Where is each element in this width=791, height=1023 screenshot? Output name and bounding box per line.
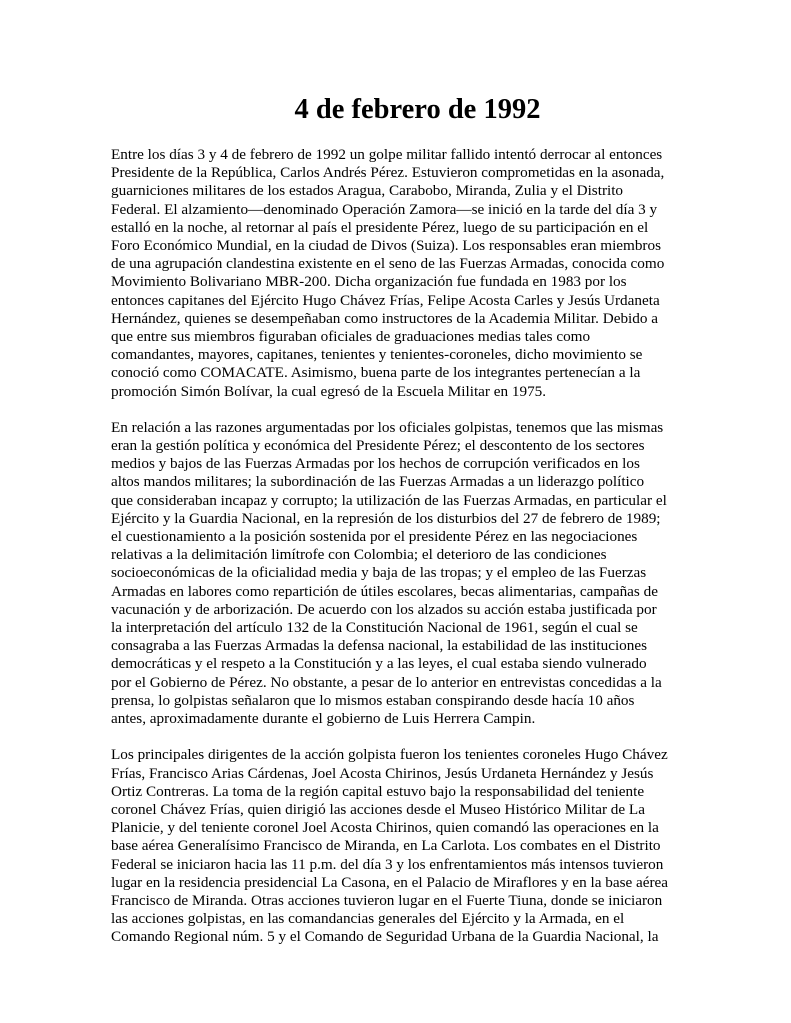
text-line: guarniciones militares de los estados Aragua, Carabobo, Miranda, Zulia y el Distrito <box>111 182 624 200</box>
text-line: En relación a las razones argumentadas por los oficiales golpistas, tenemos que las mismas <box>111 418 664 436</box>
text-line: por el Gobierno de Pérez. No obstante, a pesar de lo anterior en entrevistas concedidas a la <box>111 673 662 691</box>
text-line: el cuestionamiento a la posición sostenida por el presidente Pérez en las negociaciones <box>111 528 638 546</box>
text-line: Ejército y la Guardia Nacional, en la represión de los disturbios del 27 de febrero de 1989; <box>111 509 661 527</box>
text-line: Federal. El alzamiento—denominado Operación Zamora—se inició en la tarde del día 3 y <box>111 200 658 218</box>
text-line: de una agrupación clandestina existente en el seno de las Fuerzas Armadas, conocida como <box>111 255 665 273</box>
text-line: que consideraban incapaz y corrupto; la utilización de las Fuerzas Armadas, en particular el <box>111 491 667 509</box>
text-line: Los principales dirigentes de la acción golpista fueron los tenientes coroneles Hugo Chávez <box>111 746 668 764</box>
text-line: Planicie, y del teniente coronel Joel Acosta Chirinos, quien comandó las operaciones en la <box>111 819 659 837</box>
text-line: antes, aproximadamente durante el gobierno de Luis Herrera Campin. <box>111 710 536 728</box>
text-line: conoció como COMACATE. Asimismo, buena parte de los integrantes pertenecían a la <box>111 364 641 382</box>
text-line: relativas a la delimitación limítrofe con Colombia; el deterioro de las condiciones <box>111 546 607 564</box>
paragraph <box>111 746 681 946</box>
text-line: Ortiz Contreras. La toma de la región capital estuvo bajo la responsabilidad del teniente <box>111 782 645 800</box>
text-line: eran la gestión política y económica del Presidente Pérez; el descontento de los sectores <box>111 437 645 455</box>
text-line: socioeconómicas de la oficialidad media y baja de las tropas; y el empleo de las Fuerzas <box>111 564 647 582</box>
text-line: democráticas y el respeto a la Constitución y a las leyes, el cual estaba siendo vulnerado <box>111 655 647 673</box>
text-line: lugar en la residencia presidencial La Casona, en el Palacio de Miraflores y en la base aérea <box>111 873 669 891</box>
text-line: medios y bajos de las Fuerzas Armadas por los hechos de corrupción verificados en los <box>111 455 640 473</box>
paragraph <box>111 146 681 401</box>
text-line: vacunación y de arborización. De acuerdo con los alzados su acción estaba justificada por <box>111 600 657 618</box>
text-line: Francisco de Miranda. Otras acciones tuvieron lugar en el Fuerte Tiuna, donde se iniciaron <box>111 891 663 909</box>
text-line: estalló en la noche, al retornar al país el presidente Pérez, luego de su participación en el <box>111 218 649 236</box>
text-line: Entre los días 3 y 4 de febrero de 1992 un golpe militar fallido intentó derrocar al entonces <box>111 146 663 163</box>
text-line: Comando Regional núm. 5 y el Comando de Seguridad Urbana de la Guardia Nacional, la <box>111 928 659 946</box>
page-title: 4 de febrero de 1992 <box>294 94 541 125</box>
text-line: promoción Simón Bolívar, la cual egresó de la Escuela Militar en 1975. <box>111 382 547 400</box>
text-line: Presidente de la República, Carlos Andrés Pérez. Estuvieron comprometidas en la asonada, <box>111 164 665 182</box>
text-line: consagraba a las Fuerzas Armadas la defensa nacional, la estabilidad de las instituciones <box>111 637 648 655</box>
text-line: coronel Chávez Frías, quien dirigió las acciones desde el Museo Histórico Militar de La <box>111 800 645 818</box>
text-line: Movimiento Bolivariano MBR-200. Dicha organización fue fundada en 1983 por los <box>111 273 627 291</box>
paragraph <box>111 419 681 728</box>
text-line: Armadas en labores como repartición de útiles escolares, becas alimentarias, campañas de <box>111 582 658 600</box>
text-line: que entre sus miembros figuraban oficiales de graduaciones medias tales como <box>111 328 591 346</box>
text-line: comandantes, mayores, capitanes, tenientes y tenientes-coroneles, dicho movimiento se <box>111 346 643 364</box>
text-line: las acciones golpistas, en las comandancias generales del Ejército y la Armada, en el <box>111 910 625 928</box>
text-line: Foro Económico Mundial, en la ciudad de Divos (Suiza). Los responsables eran miembros <box>111 237 661 255</box>
text-line: base aérea Generalísimo Francisco de Miranda, en La Carlota. Los combates en el Distrito <box>111 837 661 855</box>
text-line: entonces capitanes del Ejército Hugo Chávez Frías, Felipe Acosta Carles y Jesús Urdaneta <box>111 291 660 309</box>
text-line: la interpretación del artículo 132 de la Constitución Nacional de 1961, según el cual se <box>111 619 638 637</box>
text-line: altos mandos militares; la subordinación de las Fuerzas Armadas a un liderazgo político <box>111 473 645 491</box>
text-line: prensa, lo golpistas señalaron que lo mismos estaban conspirando desde hacía 10 años <box>111 691 635 709</box>
text-line: Federal se iniciaron hacia las 11 p.m. del día 3 y los enfrentamientos más intensos tuvieron <box>111 855 664 873</box>
text-line: Hernández, quienes se desempeñaban como instructores de la Academia Militar. Debido a <box>111 309 658 327</box>
text-line: Frías, Francisco Arias Cárdenas, Joel Acosta Chirinos, Jesús Urdaneta Hernández y Jesús <box>111 764 654 782</box>
document-body <box>111 146 681 965</box>
